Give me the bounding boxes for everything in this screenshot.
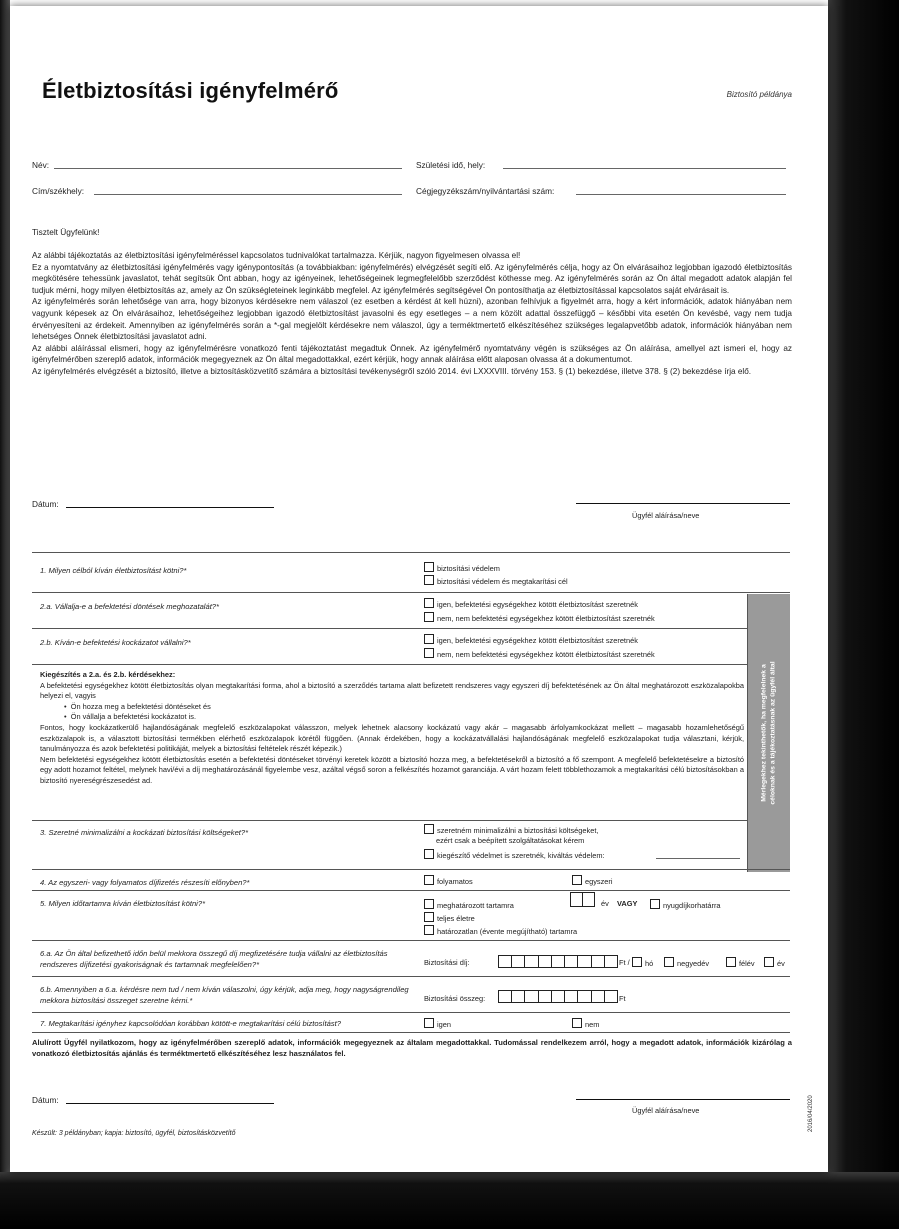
greeting: Tisztelt Ügyfelünk!	[32, 227, 100, 237]
supplement-bullet: • Ön vállalja a befektetési kockázatot is.	[64, 712, 196, 722]
copy-label: Biztosító példánya	[726, 90, 792, 99]
supplement-line: Nem befektetési egységekhez kötött életbiztosítás esetén a befektetési döntéseket törvényi keretek között a biztosító hozza meg, a befektetésekről a biztosító a fő szempont. A megfelelő befektetésekre a biztosító egy adott hozamot feltétel, melynek havi/évi a díj meghatározásánál figyelembe vesz, azáltal végső soron a felkészítés hozamot garanciája. A várt hozam felett többlethozamok a megtakarítási célú biztosításokban a biztosító nyereségrészesedést ad.	[40, 754, 744, 785]
q4-option-continuous[interactable]: folyamatos	[424, 875, 473, 886]
section-divider	[32, 552, 790, 553]
closing-statement: Alulírott Ügyfél nyilatkozom, hogy az igényfelmérőben szereplő adatok, információk megegyeznek az általam megadottakkal. Tudomással rendelkezem arról, hogy a megadott adatok, információk kizárólag a vonatkozó életbiztosítás ajánlás és terméktmertető elkészítéséhez lesz használatos fel.	[32, 1038, 792, 1058]
intro-paragraph: Ez a nyomtatvány az életbiztosítási igényfelmérés vagy igénypontosítás (a továbbiakban: igényfelmérés) elvégzését segíti elő. Az igényfelmérés célja, hogy az Ön elvárásaihoz legjobban igazodó életbiztosítás megkötésére tehessünk javaslatot, tehát segítsük Önt abban, hogy az igényeinek, lehetőségeinek legmegfelelőbb szerződést köthesse meg. Az igényfelmérés során az Ön által megadott adatok alapján fel tudjuk mérni, hogy milyen életbiztosítás az, amely az Ön szükségleteinek leginkább megfelel. Az igényfelmérés segítségével Ön pontosíthatja az életbiztosítással kapcsolatos saját elvárásait is.	[32, 262, 792, 295]
q5-years-label: év	[601, 899, 609, 908]
supplement-line: Fontos, hogy kockázatkerülő hajlandóságának megfelelő eszközalapokat válasszon, melyek lehetnek alacsony kockázatú vagy akár – magasabb árfolyamkockázat mellett – magasabb hozamlehetőségű eszközalapok is, a választott biztosítási termékben elérhető eszközalapok körétől függően. (Annak érdekében, hogy a kockázatvállalási hajlandóságának megfelelő eszközalapokat tudja választani, kérjük, tanulmányozza és azok befektetési politikáját, melyek a biztosítási feltételek részét képezik.)	[40, 722, 744, 754]
company-reg-field[interactable]	[576, 194, 786, 195]
table-vertical-rule	[747, 594, 748, 872]
q5-option-lifetime[interactable]: teljes életre	[424, 912, 475, 923]
q6a-freq-month[interactable]: hó	[632, 957, 653, 968]
question-2a: 2.a. Vállalja-e a befektetési döntések meghozatalát?*	[40, 602, 219, 611]
checkbox[interactable]	[424, 562, 434, 572]
checkbox[interactable]	[424, 1018, 434, 1028]
intro-paragraph: Az igényfelmérés elvégzését a biztosító, illetve a biztosításközvetítő számára a biztosítási tevékenységről szóló 2014. évi LXXXVIII. törvény 153. § (1) bekezdése, illetve 378. § (2) bekezdése írja elő.	[32, 366, 752, 376]
q6b-unit: Ft	[619, 994, 626, 1003]
q5-or-label: VAGY	[617, 899, 638, 908]
q3-option-minimize-note: ezért csak a beépített szolgáltatásokat kérem	[436, 836, 585, 845]
q6a-freq-year[interactable]: év	[764, 957, 785, 968]
footer-note: Készült: 3 példányban; kapja: biztosító, ügyfél, biztosításközvetítő	[32, 1130, 236, 1137]
row-divider	[32, 1032, 790, 1033]
checkbox[interactable]	[572, 1018, 582, 1028]
page-shadow-bottom	[0, 1172, 899, 1229]
question-5: 5. Milyen időtartamra kíván életbiztosítást kötni?*	[40, 899, 206, 908]
row-divider	[32, 869, 790, 870]
question-1: 1. Milyen célból kíván életbiztosítást kötni?*	[40, 566, 187, 575]
checkbox[interactable]	[650, 899, 660, 909]
q6a-amount-field[interactable]	[498, 955, 618, 968]
signature-field[interactable]	[576, 503, 790, 504]
date-label-2: Dátum:	[32, 1095, 59, 1105]
signature-label-2: Ügyfél aláírása/neve	[632, 1106, 700, 1115]
row-divider	[32, 890, 790, 891]
checkbox[interactable]	[424, 925, 434, 935]
q6b-amount-field[interactable]	[498, 990, 618, 1003]
side-code-wrap	[808, 1095, 820, 1202]
checkbox[interactable]	[424, 849, 434, 859]
q4-option-single[interactable]: egyszeri	[572, 875, 613, 886]
row-divider	[32, 664, 748, 665]
digit-box[interactable]	[570, 892, 583, 907]
q6b-label: Biztosítási összeg:	[424, 994, 486, 1003]
q3-option-minimize[interactable]: szeretném minimalizálni a biztosítási költségeket,	[424, 824, 598, 835]
question-4: 4. Az egyszeri- vagy folyamatos díjfizetés részesíti előnyben?*	[40, 878, 250, 887]
q7-option-no[interactable]: nem	[572, 1018, 599, 1029]
digit-box[interactable]	[583, 892, 595, 907]
checkbox[interactable]	[664, 957, 674, 967]
q1-option-savings[interactable]: biztosítási védelem és megtakarítási cél	[424, 575, 568, 586]
q3-option-supplement[interactable]: kiegészítő védelmet is szeretnék, kiváltás védelem:	[424, 849, 605, 860]
page-shadow-right	[828, 0, 899, 1229]
date-field[interactable]	[66, 507, 274, 508]
q6a-unit: Ft /	[619, 958, 630, 967]
intro-paragraph: Az alábbi tájékoztatás az életbiztosítási igényfelméréssel kapcsolatos tudnivalókat tartalmazza. Kérjük, nagyon figyelmesen olvassa el!	[32, 251, 521, 260]
question-7: 7. Megtakarítási igényhez kapcsolódóan korábban kötött-e megtakarítási célú biztosítást?	[40, 1019, 341, 1028]
date-label: Dátum:	[32, 499, 59, 509]
question-6a: 6.a. Az Ön által befizethető időn belül mekkora összegű díj megfizetésére tudja vállalni az életbiztosítás rendszeres díjfizetési gyakoriságnak és tartamnak megfelelően?*	[40, 949, 388, 969]
q2a-option-no[interactable]: nem, nem befektetési egységekhez kötött életbiztosítást szeretnék	[424, 612, 655, 623]
question-2b: 2.b. Kíván-e befektetési kockázatot vállalni?*	[40, 638, 191, 647]
row-divider	[32, 940, 790, 941]
checkbox[interactable]	[632, 957, 642, 967]
side-code: 2016/04/2020	[808, 1095, 814, 1132]
intro-text	[32, 250, 792, 378]
address-field[interactable]	[94, 194, 402, 195]
row-divider	[32, 1012, 790, 1013]
question-6b: 6.b. Amennyiben a 6.a. kérdésre nem tud / nem kíván válaszolni, úgy kérjük, adja meg, hogy nagyságrendileg mekkora biztosítási összeget szeretne kérni.*	[40, 985, 409, 1005]
q3-supplement-field[interactable]	[656, 858, 740, 859]
q2b-option-yes[interactable]: igen, befektetési egységekhez kötött életbiztosítást szeretnék	[424, 634, 638, 645]
q6a-freq-half[interactable]: félév	[726, 957, 755, 968]
row-divider	[32, 820, 748, 821]
checkbox[interactable]	[424, 875, 434, 885]
row-divider	[32, 628, 748, 629]
name-label: Név:	[32, 160, 50, 170]
checkbox[interactable]	[424, 912, 434, 922]
birth-label: Születési idő, hely:	[416, 160, 486, 170]
row-divider	[32, 976, 790, 977]
address-label: Cím/székhely:	[32, 186, 85, 196]
checkbox[interactable]	[424, 648, 434, 658]
checkbox[interactable]	[424, 634, 434, 644]
checkbox[interactable]	[424, 612, 434, 622]
signature-label: Ügyfél aláírása/neve	[632, 511, 700, 520]
q5-years-box[interactable]	[570, 892, 595, 907]
intro-paragraph: Az igényfelmérés során lehetősége van arra, hogy bizonyos kérdésekre nem válaszol (ez esetben a kérdést át kell húzni), azonban felhívjuk a figyelmét arra, hogy a kért információk, adatok hiányában nem vagyunk képesek az Ön elvárásaihoz, lehetőségeihez legjobban igazodó életbiztosítást javasolni és egy esetleges – a nem közölt adattal összefüggő – későbbi vita esetén Ön kevésbé, vagy nem tudja érvényesíteni az érdekeit. Amennyiben az igényfelmérés során a *-gal megjelölt kérdésekre nem válaszol, úgy a terméktmertető elkészítéséhez szükséges legalapvetőbb adatok, információk hiányában nem lehetséges Önnek életbiztosítási javaslatot adni.	[32, 297, 792, 342]
company-reg-label: Cégjegyzékszám/nyilvántartási szám:	[416, 186, 555, 196]
q2a-option-yes[interactable]: igen, befektetési egységekhez kötött életbiztosítást szeretnék	[424, 598, 638, 609]
row-divider	[32, 592, 790, 593]
date-field-2[interactable]	[66, 1103, 274, 1104]
birth-field[interactable]	[503, 168, 786, 169]
checkbox[interactable]	[424, 824, 434, 834]
q5-option-indefinite[interactable]: határozatlan (évente megújítható) tartamra	[424, 925, 577, 936]
page-title: Életbiztosítási igényfelmérő	[42, 78, 339, 103]
document-page	[10, 6, 828, 1172]
q5-option-pension[interactable]: nyugdíjkorhatárra	[650, 899, 721, 910]
q6a-freq-quarter[interactable]: negyedév	[664, 957, 709, 968]
signature-field-2[interactable]	[576, 1099, 790, 1100]
q6a-label: Biztosítási díj:	[424, 958, 470, 967]
intro-paragraph: Az alábbi aláírással elismeri, hogy az igényfelmérésre vonatkozó fenti tájékoztatást megadtuk Önnek. Az igényfelmérő nyomtatvány végén is szükséges az Ön aláírása, amellyel azt ismeri el, hogy az igényfelmérőben szereplő adatok, információk megegyeznek az Ön által megadottakkal, ezért kérjük, hogy annak aláírása előtt alaposan olvassa át a dokumentumot.	[32, 343, 792, 365]
checkbox[interactable]	[764, 957, 774, 967]
q7-option-yes[interactable]: igen	[424, 1018, 451, 1029]
checkbox[interactable]	[572, 875, 582, 885]
supplement-bullet: • Ön hozza meg a befektetési döntéseket és	[64, 701, 211, 711]
name-field[interactable]	[54, 168, 402, 169]
supplement-block	[40, 670, 744, 787]
page-shadow-left	[0, 0, 10, 1229]
question-3: 3. Szeretné minimalizálni a kockázati biztosítási költségeket?*	[40, 828, 249, 837]
q5-option-fixed[interactable]: meghatározott tartamra	[424, 899, 514, 910]
checkbox[interactable]	[424, 575, 434, 585]
checkbox[interactable]	[726, 957, 736, 967]
side-banner-text: Mérlegekhez tekinthetők, ha megfelelnek a céloknak és a tájékoztatásnak az ügyfél által	[761, 661, 777, 805]
q1-option-protection[interactable]: biztosítási védelem	[424, 562, 500, 573]
q2b-option-no[interactable]: nem, nem befektetési egységekhez kötött életbiztosítást szeretnék	[424, 648, 655, 659]
checkbox[interactable]	[424, 598, 434, 608]
checkbox[interactable]	[424, 899, 434, 909]
supplement-title: Kiegészítés a 2.a. és 2.b. kérdésekhez:	[40, 670, 176, 679]
supplement-line: A befektetési egységekhez kötött életbiztosítás olyan megtakarítási forma, ahol a biztosító a szerződés tartama alatt befizetett rendszeres vagy egyszeri díj befektetésének az Ön által meghatározott eszközalapokba helyezi el, vagyis	[40, 680, 744, 701]
